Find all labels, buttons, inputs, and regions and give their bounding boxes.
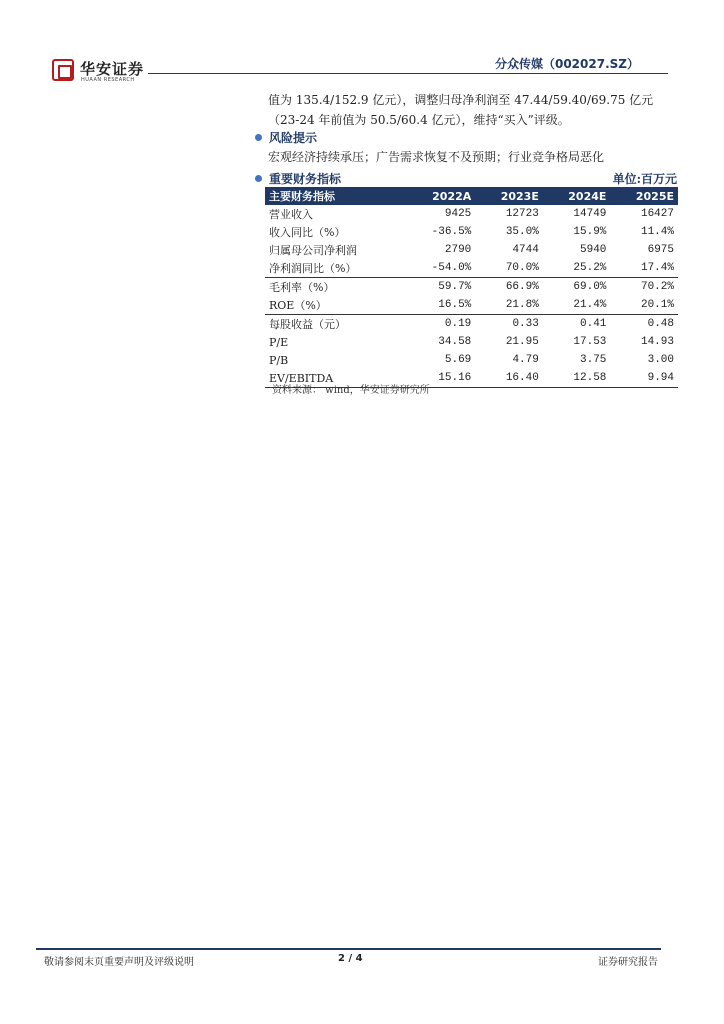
financial-section-title (255, 170, 341, 187)
financial-title-text: 重要财务指标 (269, 172, 342, 186)
table-cell: 4744 (512, 244, 539, 256)
table-cell: 16427 (640, 208, 674, 220)
table-cell: EV/EBITDA (265, 369, 406, 388)
table-cell: 15.9% (573, 226, 607, 238)
table-cell: 34.58 (438, 336, 472, 348)
table-cell: 21.4% (573, 299, 607, 311)
table-cell: 20.1% (640, 299, 674, 311)
logo-subtitle: HUAAN RESEARCH (81, 77, 135, 83)
company-title: 分众传媒（002027.SZ） (494, 57, 639, 71)
table-cell: 9425 (444, 208, 472, 220)
logo-icon (52, 59, 74, 81)
table-cell: 12.58 (543, 369, 611, 388)
table-cell: 4.79 (512, 354, 539, 366)
table-cell: 11.4% (640, 226, 674, 238)
table-cell: 0.19 (406, 315, 476, 334)
header-divider (148, 73, 668, 74)
table-cell: 营业收入 (269, 208, 313, 221)
risk-text: 宏观经济持续承压；广告需求恢复不及预期；行业竞争格局恶化 (268, 150, 605, 164)
footer-disclaimer: 敬请参阅末页重要声明及评级说明 (44, 957, 194, 968)
table-cell: 5940 (580, 244, 607, 256)
bullet-icon (255, 175, 262, 182)
unit-label: 单位:百万元 (612, 172, 677, 186)
table-row (265, 223, 678, 241)
table-row (265, 351, 678, 369)
table-cell: ROE（%） (269, 299, 327, 312)
table-cell: 9.94 (610, 369, 678, 388)
table-cell: 3.00 (647, 354, 674, 366)
table-row (265, 315, 678, 334)
table-cell: 16.5% (438, 299, 472, 311)
table-cell: P/E (269, 335, 289, 349)
table-row (265, 205, 678, 223)
table-cell: 35.0% (505, 226, 539, 238)
table-cell: 16.40 (475, 369, 543, 388)
financial-table (265, 187, 678, 388)
table-header-cell: 2024E (543, 187, 611, 205)
table-cell: -36.5% (431, 226, 472, 238)
table-cell: 21.95 (505, 336, 539, 348)
table-cell: 70.2% (610, 278, 678, 297)
logo-name: 华安证券 (80, 60, 145, 78)
table-row (265, 241, 678, 259)
table-cell: 每股收益（元） (265, 315, 406, 334)
table-cell: 3.75 (580, 354, 607, 366)
table-cell: 14749 (573, 208, 607, 220)
table-cell: 0.33 (475, 315, 543, 334)
table-header-cell: 2025E (610, 187, 678, 205)
table-row (265, 296, 678, 315)
table-header-row (265, 187, 678, 205)
page-header (0, 0, 724, 90)
valuation-text-line2: （23-24 年前值为 50.5/60.4 亿元），维持“买入”评级。 (268, 113, 570, 127)
table-source-note: 资料来源： wind，华安证券研究所 (272, 385, 430, 396)
table-cell: 17.4% (640, 262, 674, 274)
table-header-cell: 2023E (475, 187, 543, 205)
table-cell: 净利润同比（%） (269, 262, 357, 275)
table-cell: 66.9% (475, 278, 543, 297)
table-cell: 2790 (444, 244, 472, 256)
table-cell: 15.16 (406, 369, 476, 388)
table-cell: 0.41 (543, 315, 611, 334)
table-cell: 毛利率（%） (265, 278, 406, 297)
table-header-cell: 主要财务指标 (265, 187, 406, 205)
footer-divider (36, 948, 661, 950)
page-number: 2 / 4 (338, 953, 363, 964)
table-cell: 12723 (505, 208, 539, 220)
table-cell: 0.48 (610, 315, 678, 334)
footer-report-type: 证券研究报告 (598, 957, 658, 968)
table-cell: 收入同比（%） (269, 226, 346, 239)
table-cell: 70.0% (505, 262, 539, 274)
table-cell: -54.0% (431, 262, 472, 274)
table-row (265, 259, 678, 278)
table-cell: 17.53 (573, 336, 607, 348)
table-row (265, 333, 678, 351)
table-cell: 5.69 (444, 354, 472, 366)
bullet-icon (255, 134, 262, 141)
table-cell: 25.2% (573, 262, 607, 274)
table-cell: 59.7% (406, 278, 476, 297)
valuation-text-line1: 值为 135.4/152.9 亿元），调整归母净利润至 47.44/59.40/69.75 亿元 (268, 93, 654, 107)
table-row (265, 278, 678, 297)
table-cell: 6975 (647, 244, 674, 256)
table-cell: 归属母公司净利润 (269, 244, 357, 257)
table-cell: P/B (269, 353, 289, 367)
table-cell: 21.8% (505, 299, 539, 311)
table-header-cell: 2022A (406, 187, 476, 205)
risk-section-title (255, 129, 317, 146)
table-cell: 14.93 (640, 336, 674, 348)
table-cell: 69.0% (543, 278, 611, 297)
risk-title-text: 风险提示 (269, 131, 318, 145)
